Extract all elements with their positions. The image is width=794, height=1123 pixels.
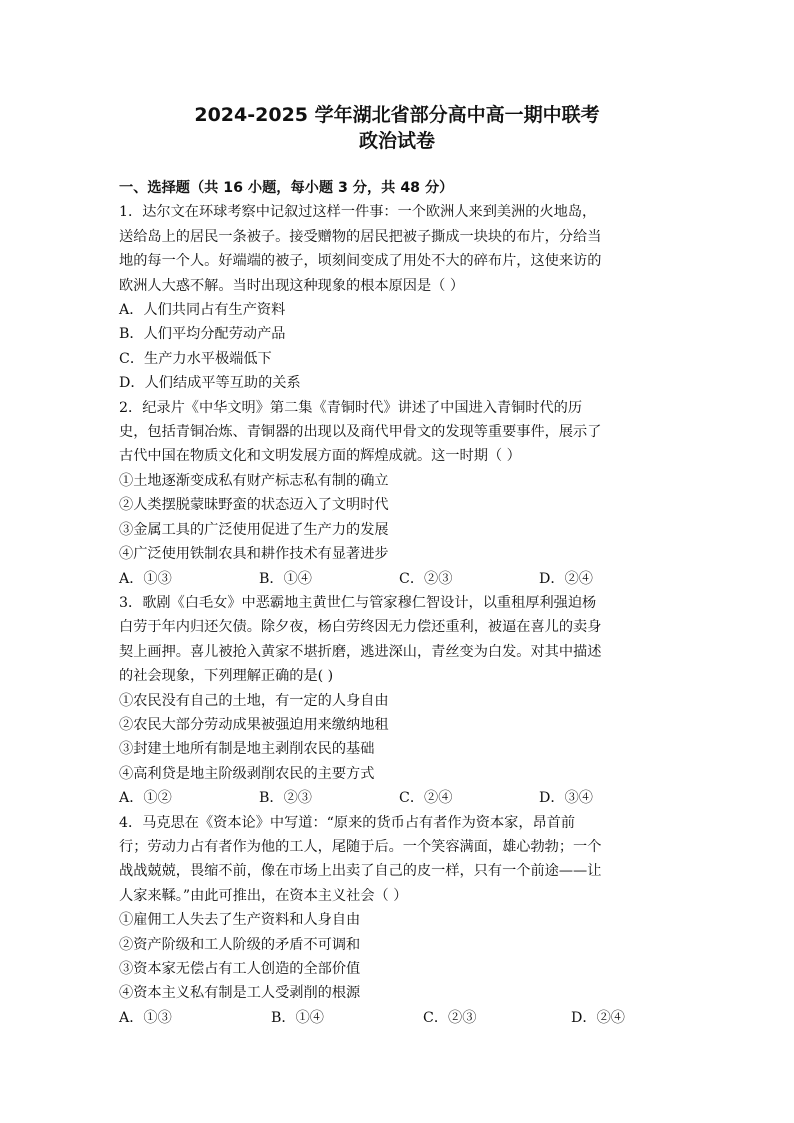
answer-choice-d: D．②④ (539, 570, 593, 587)
question-stem-line: 史，包括青铜冶炼、青铜器的出现以及商代甲骨文的发现等重要事件，展示了 (119, 424, 602, 441)
statement-3: ③资本家无偿占有工人创造的全部价值 (119, 961, 361, 977)
question-stem-line: 古代中国在物质文化和文明发展方面的辉煌成就。这一时期（ ） (119, 448, 521, 465)
answer-choice-a: A．①③ (119, 570, 172, 587)
question-4 (119, 811, 679, 1031)
question-stem-line: 契上画押。喜儿被抢入黄家不堪折磨，逃进深山，青丝变为白发。对其中描述 (119, 643, 602, 660)
question-stem-line: 4．马克思在《资本论》中写道：“原来的货币占有者作为资本家，昂首前 (119, 814, 576, 831)
answer-choice-a: A．①③ (119, 1009, 172, 1026)
answer-choice-d: D．②④ (571, 1009, 625, 1026)
answer-choice-a: A．①② (119, 790, 172, 807)
question-stem-line: 人家来鞣。”由此可推出，在资本主义社会（ ） (119, 887, 408, 904)
statement-1: ①土地逐渐变成私有财产标志私有制的确立 (119, 472, 389, 489)
answer-choices (119, 567, 679, 591)
question-stem-line: 2．纪录片《中华文明》第二集《青铜时代》讲述了中国进入青铜时代的历 (119, 399, 583, 416)
question-3 (119, 591, 679, 811)
statement-4: ④资本主义私有制是工人受剥削的根源 (119, 985, 361, 1002)
section-heading: 一、选择题（共 16 小题，每小题 3 分，共 48 分） (119, 180, 454, 196)
answer-option-d: D．人们结成平等互助的关系 (119, 375, 301, 392)
statement-2: ②人类摆脱蒙昧野蛮的状态迈入了文明时代 (119, 497, 389, 514)
exam-title: 2024-2025 学年湖北省部分高中高一期中联考 (194, 104, 600, 126)
statement-1: ①农民没有自己的土地，有一定的人身自由 (119, 692, 389, 709)
question-stem-line: 地的每一个人。好端端的被子，顷刻间变成了用处不大的碎布片，这使来访的 (119, 253, 602, 270)
question-stem-line: 战战兢兢，畏缩不前，像在市场上出卖了自己的皮一样，只有一个前途——让 (119, 863, 602, 880)
statement-1: ①雇佣工人失去了生产资料和人身自由 (119, 912, 361, 929)
question-stem-line: 行；劳动力占有者作为他的工人，尾随于后。一个笑容满面，雄心勃勃；一个 (119, 838, 602, 855)
question-stem-line: 白劳于年内归还欠债。除夕夜，杨白劳终因无力偿还重利，被逼在喜儿的卖身 (119, 619, 602, 636)
statement-4: ④高利贷是地主阶级剥削农民的主要方式 (119, 765, 375, 782)
answer-choice-b: B．①④ (271, 1009, 324, 1026)
answer-choice-d: D．③④ (539, 790, 593, 807)
answer-choice-b: B．①④ (259, 570, 312, 587)
statement-2: ②农民大部分劳动成果被强迫用来缴纳地租 (119, 716, 389, 733)
question-2 (119, 396, 679, 591)
question-stem-line: 欧洲人大惑不解。当时出现这种现象的根本原因是（ ） (119, 277, 465, 294)
question-stem-line: 1．达尔文在环球考察中记叙过这样一件事：一个欧洲人来到美洲的火地岛， (119, 204, 597, 221)
question-1 (119, 200, 679, 395)
answer-choice-c: C．②④ (399, 790, 453, 807)
answer-option-b: B．人们平均分配劳动产品 (119, 326, 286, 343)
answer-choices (119, 786, 679, 810)
answer-option-a: A．人们共同占有生产资料 (119, 302, 286, 319)
statement-4: ④广泛使用铁制农具和耕作技术有显著进步 (119, 546, 389, 563)
question-stem-line: 的社会现象，下列理解正确的是( ) (119, 668, 334, 685)
exam-subtitle: 政治试卷 (358, 130, 435, 152)
exam-content (119, 176, 679, 1030)
question-stem-line: 3．歌剧《白毛女》中恶霸地主黄世仁与管家穆仁智设计，以重租厚利强迫杨 (119, 594, 597, 611)
question-stem-line: 送给岛上的居民一条被子。接受赠物的居民把被子撕成一块块的布片，分给当 (119, 228, 602, 245)
answer-choice-b: B．②③ (259, 790, 312, 807)
statement-2: ②资产阶级和工人阶级的矛盾不可调和 (119, 936, 361, 953)
statement-3: ③金属工具的广泛使用促进了生产力的发展 (119, 521, 389, 538)
answer-choice-c: C．②③ (423, 1009, 477, 1026)
statement-3: ③封建土地所有制是地主剥削农民的基础 (119, 741, 375, 758)
answer-choice-c: C．②③ (399, 570, 453, 587)
answer-choices (119, 1006, 679, 1030)
answer-option-c: C．生产力水平极端低下 (119, 350, 272, 367)
